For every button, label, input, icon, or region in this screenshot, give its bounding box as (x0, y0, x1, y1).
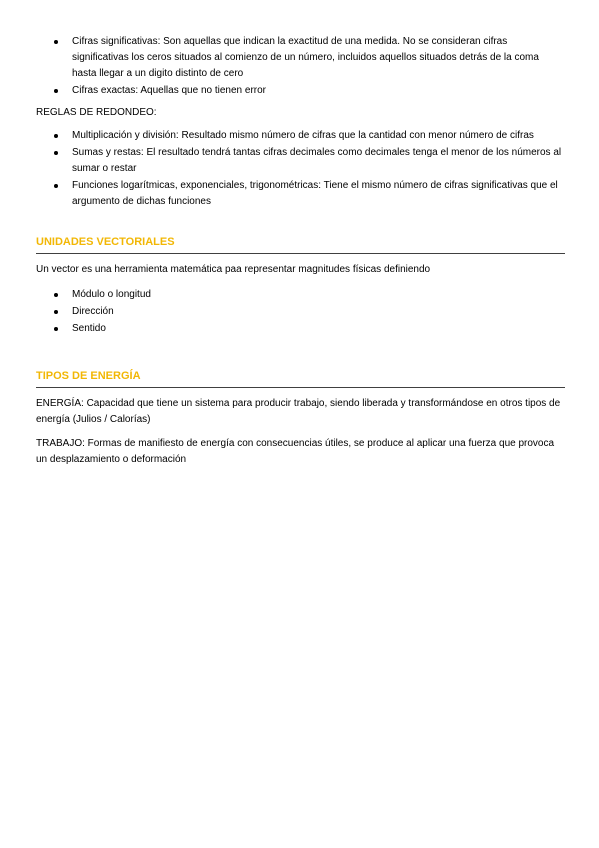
list-item-text: Cifras exactas: Aquellas que no tienen error (72, 85, 266, 96)
list-item (36, 321, 565, 337)
rules-label: REGLAS DE REDONDEO: (36, 107, 157, 118)
list-item (36, 304, 565, 320)
bullet-icon (54, 134, 58, 138)
rules-list (36, 128, 565, 210)
list-item-text: Cifras significativas: Son aquellas que indican la exactitud de una medida. No se consideran cifras significativas los ceros situados al comienzo de un número, incluidos aquellos situados detrás de la coma hasta llegar a un digito distinto de cero (72, 36, 539, 79)
intro-list (36, 34, 565, 99)
bullet-icon (54, 310, 58, 314)
list-item (36, 34, 565, 82)
bullet-icon (54, 40, 58, 44)
list-item-text: Dirección (72, 306, 114, 317)
list-item (36, 287, 565, 303)
bullet-icon (54, 184, 58, 188)
list-item-text: Multiplicación y división: Resultado mismo número de cifras que la cantidad con menor número de cifras (72, 130, 534, 141)
page-content (36, 34, 565, 468)
vectors-paragraph: Un vector es una herramienta matemática paa representar magnitudes físicas definiendo (36, 264, 431, 275)
list-item (36, 128, 565, 144)
energy-paragraph: ENERGÍA: Capacidad que tiene un sistema para producir trabajo, siendo liberada y transformándose en otros tipos de energía (Julios / Calorías) (36, 398, 561, 425)
section-heading-vectors: UNIDADES VECTORIALES (36, 234, 565, 254)
list-item (36, 145, 565, 177)
vectors-list (36, 287, 565, 337)
bullet-icon (54, 89, 58, 93)
bullet-icon (54, 327, 58, 331)
list-item-text: Módulo o longitud (72, 289, 151, 300)
list-item-text: Sumas y restas: El resultado tendrá tantas cifras decimales como decimales tenga el menor de los números al sumar o restar (72, 147, 562, 174)
work-paragraph: TRABAJO: Formas de manifiesto de energía con consecuencias útiles, se produce al aplicar una fuerza que provoca un desplazamiento o deformación (36, 438, 555, 465)
list-item (36, 83, 565, 99)
bullet-icon (54, 151, 58, 155)
section-heading-energy: TIPOS DE ENERGÍA (36, 368, 565, 388)
bullet-icon (54, 293, 58, 297)
list-item (36, 178, 565, 210)
list-item-text: Sentido (72, 323, 106, 334)
list-item-text: Funciones logarítmicas, exponenciales, trigonométricas: Tiene el mismo número de cifras significativas que el argumento de dichas funciones (72, 180, 558, 207)
